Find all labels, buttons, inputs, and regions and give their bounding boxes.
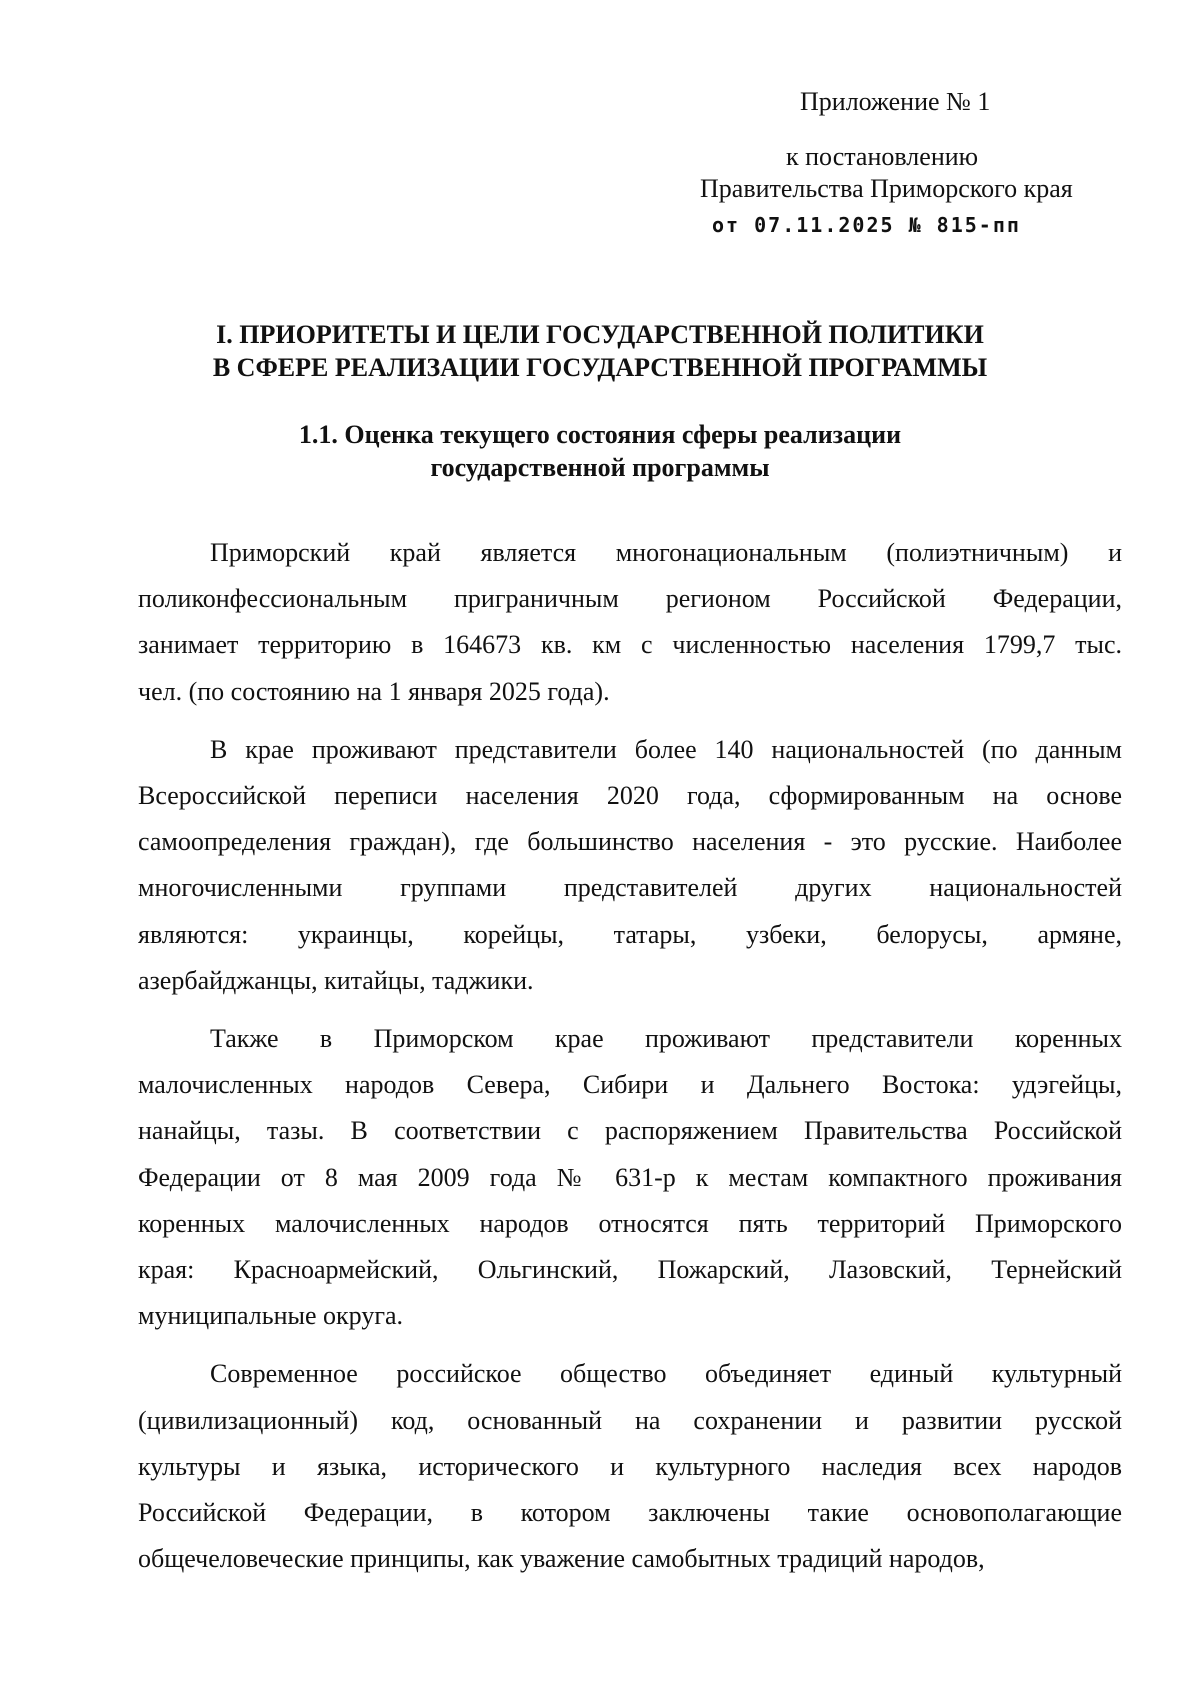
registration-stamp: от 07.11.2025 № 815-пп — [712, 213, 1021, 237]
subsection-heading-line: 1.1. Оценка текущего состояния сферы реализации — [298, 420, 902, 449]
paragraph-line: Федерации от 8 мая 2009 года № 631-р к местам компактного проживания — [138, 1162, 1122, 1192]
paragraph-line: Всероссийской переписи населения 2020 года, сформированным на основе — [138, 781, 1122, 811]
paragraph-line: Российской Федерации, в котором заключены такие основополагающие — [138, 1498, 1122, 1528]
paragraph-line: самоопределения граждан), где большинство населения - это русские. Наиболее — [138, 827, 1122, 857]
paragraph-line: Также в Приморском крае проживают представители коренных — [210, 1024, 1122, 1054]
paragraph — [138, 727, 1122, 1004]
paragraph — [138, 530, 1122, 715]
appendix-title: Приложение № 1 — [800, 87, 991, 116]
paragraph-line: коренных малочисленных народов относятся пять территорий Приморского — [138, 1208, 1122, 1238]
paragraph-line: культуры и языка, исторического и культурного наследия всех народов — [138, 1451, 1122, 1481]
paragraph-line: Приморский край является многонациональным (полиэтничным) и — [210, 538, 1122, 567]
subsection-heading — [0, 418, 1200, 484]
appendix-reference: к постановлению — [786, 142, 979, 171]
paragraph-line: муниципальные округа. — [138, 1301, 404, 1331]
subsection-heading-line: государственной программы — [430, 453, 770, 482]
paragraph-line: края: Красноармейский, Ольгинский, Пожарский, Лазовский, Тернейский — [138, 1255, 1122, 1285]
paragraph — [138, 1016, 1122, 1339]
paragraph-line: занимает территорию в 164673 кв. км с численностью населения 1799,7 тыс. — [138, 630, 1122, 660]
paragraph-line: нанайцы, тазы. В соответствии с распоряжением Правительства Российской — [138, 1116, 1122, 1146]
section-heading-line: В СФЕРЕ РЕАЛИЗАЦИИ ГОСУДАРСТВЕННОЙ ПРОГРАММЫ — [212, 353, 988, 382]
paragraph-line: чел. (по состоянию на 1 января 2025 года). — [138, 676, 610, 706]
body-text — [138, 530, 1122, 1594]
section-heading — [0, 318, 1200, 384]
paragraph-line: многочисленными группами представителей других национальностей — [138, 873, 1122, 903]
paragraph-line: малочисленных народов Севера, Сибири и Дальнего Востока: удэгейцы, — [138, 1070, 1122, 1100]
paragraph-line: поликонфессиональным приграничным регионом Российской Федерации, — [138, 584, 1122, 614]
appendix-government: Правительства Приморского края — [700, 174, 1073, 203]
paragraph-line: В крае проживают представители более 140 национальностей (по данным — [210, 734, 1122, 764]
section-heading-line: I. ПРИОРИТЕТЫ И ЦЕЛИ ГОСУДАРСТВЕННОЙ ПОЛИТИКИ — [216, 320, 984, 349]
paragraph-line: азербайджанцы, китайцы, таджики. — [138, 965, 534, 995]
paragraph-line: (цивилизационный) код, основанный на сохранении и развитии русской — [138, 1405, 1122, 1435]
paragraph-line: являются: украинцы, корейцы, татары, узбеки, белорусы, армяне, — [138, 919, 1122, 949]
paragraph — [138, 1351, 1122, 1582]
paragraph-line: общечеловеческие принципы, как уважение самобытных традиций народов, — [138, 1544, 985, 1574]
paragraph-line: Современное российское общество объединяет единый культурный — [210, 1359, 1122, 1389]
